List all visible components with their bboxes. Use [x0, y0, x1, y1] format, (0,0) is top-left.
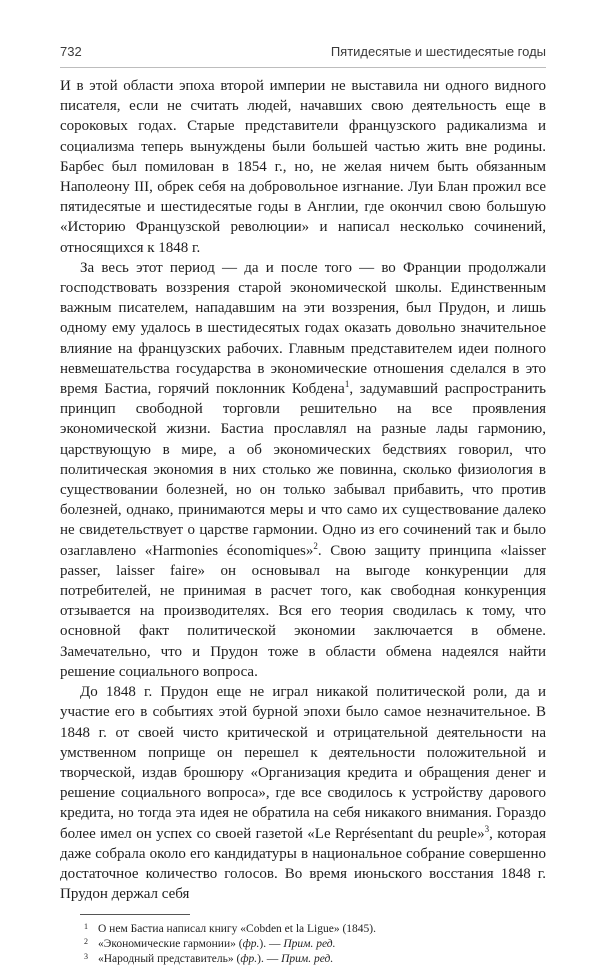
paragraph-text: За весь этот период — да и после того — во Франции продолжали господствовать воззрения старой экономической школы. Единственным важным писателем, нападавшим на эти воззрения, был Прудон, и лишь одному ему удалось в шестидесятых годах оказать довольно значительное влияние на французских рабочих. Главным представителем идеи полного невмешательства государства в экономические отношения сделался в это время Бастиа, горячий поклонник Кобдена	[60, 259, 546, 398]
paragraph-text: До 1848 г. Прудон еще не играл никакой политической роли, да и участие его в событиях этой бурной эпохи было самое незначительное. В 1848 г. от своей чисто критической и отрицательной деятельности на умственном поприще он перешел к деятельности положительной и творческой, издав брошюру «Организация кредита и обращения денег и решение социального вопроса», где все сводилось к устройству дарового кредита, но тогда эта идея не обратила на себя никакого внимания. Гораздо более имел он успех со своей газетой «Le Représentant du peuple»	[60, 684, 546, 842]
footnote	[84, 952, 546, 967]
page-number: 732	[60, 44, 82, 59]
footnote-number: 3	[84, 952, 88, 962]
paragraph-text: , которая даже собрала около его кандидатуры в национальное собрание совершенно достаточное количество голосов. Во время июньского восстания 1848 г. Прудон держал себя	[60, 825, 546, 903]
paragraph-text: , задумавший распространить принцип свободной торговли решительно на все проявления экономической жизни. Бастиа прославлял на разные лады гармонию, царствующую в мире, а об экономических бедствиях говорил, что политическая экономия в них столько же повинна, сколько физиология в существовании болезней, но он только забывал прибавить, что против болезней, однако, принимаются меры и что само их существование далеко не свидетельствует о царстве гармонии. Одно из его сочинений так и было озаглавлено «Harmonies économiques»	[60, 381, 546, 559]
paragraph	[60, 76, 546, 258]
footnote	[84, 922, 546, 937]
footnote-text: О нем Бастиа написал книгу «Cobden et la Ligue» (1845).	[98, 923, 377, 936]
paragraph-text: И в этой области эпоха второй империи не выставила ни одного видного писателя, если не считать людей, начавших свою деятельность еще в сороковых годах. Старые представители французского радикализма и социализма теперь вынуждены были большей частью жить вне родины. Барбес был помилован в 1854 г., но, не желая ничем быть обязанным Наполеону III, обрек себя на добровольное изгнание. Луи Блан прожил все пятидесятые и шестидесятые годы в Англии, где окончил свою большую «Историю Французской революции» и написал несколько сочинений, относящихся к 1848 г.	[60, 78, 546, 256]
running-title: Пятидесятые и шестидесятые годы	[330, 44, 546, 59]
footnote-number: 1	[84, 922, 88, 932]
footnote-text: «Экономические гармонии» (фр.). — Прим. ред.	[98, 938, 336, 951]
footnotes	[60, 914, 546, 967]
footnote	[84, 937, 546, 952]
paragraph-text: . Свою защиту принципа «laisser passer, laisser faire» он основывал на выгоде конкуренции для потребителей, не принимая в расчет того, как свободная конкуренция отзывается на производителях. Вся его теория сводилась к тому, что основной факт политической экономии заключается в обмене. Замечательно, что и Прудон тоже в области обмена надеялся найти решение социального вопроса.	[60, 542, 546, 680]
body-text	[60, 76, 546, 904]
footnote-number: 2	[84, 937, 88, 947]
running-header	[60, 44, 546, 68]
paragraph	[60, 258, 546, 682]
footnote-text: «Народный представитель» (фр.). — Прим. ред.	[98, 953, 334, 966]
footnote-ref[interactable]: 1	[344, 379, 350, 390]
book-page	[60, 44, 546, 967]
paragraph	[60, 682, 546, 904]
footnote-ref[interactable]: 2	[313, 540, 318, 551]
footnote-ref[interactable]: 3	[484, 823, 490, 834]
